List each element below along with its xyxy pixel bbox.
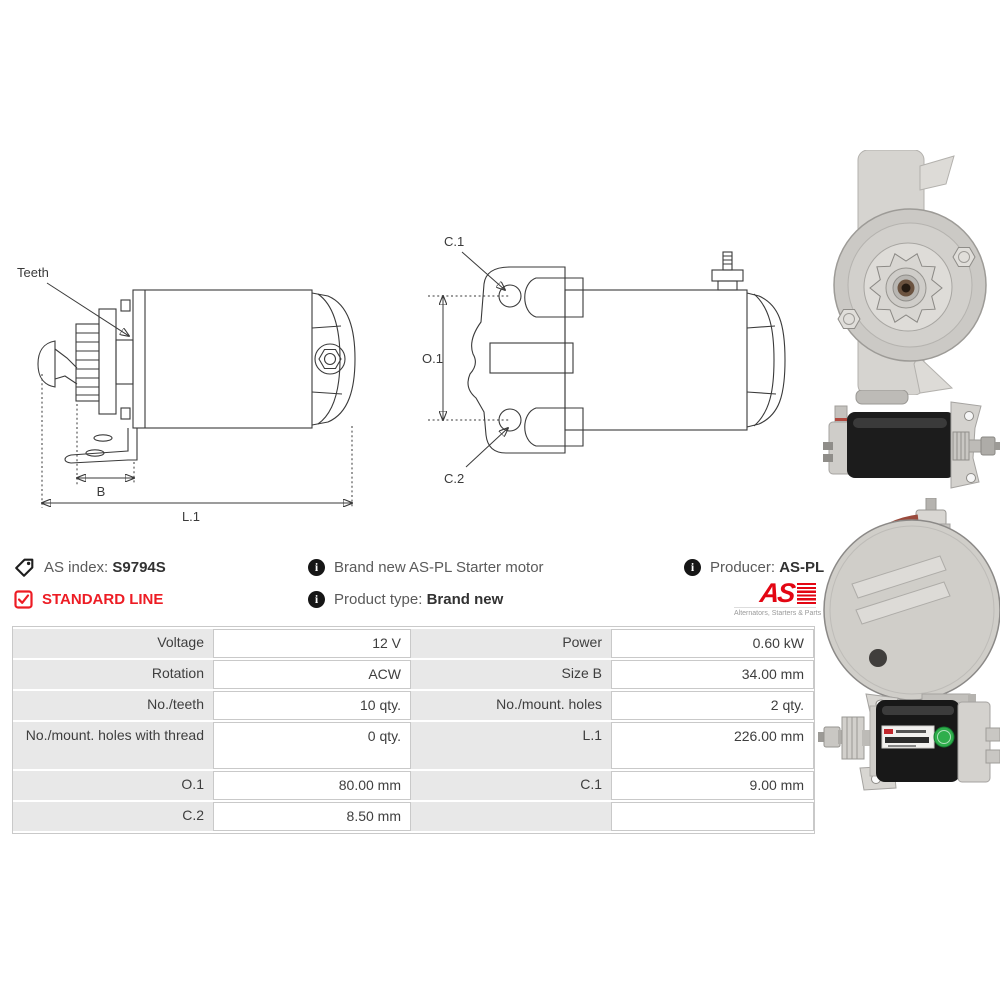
spec-value-cell — [611, 802, 814, 831]
spec-label-cell: L.1 — [411, 722, 611, 769]
spec-label-cell: No./mount. holes with thread — [13, 722, 213, 769]
description-row — [308, 556, 544, 578]
dim-b-label: B — [96, 484, 106, 499]
dim-c2-label: C.2 — [444, 471, 465, 486]
dim-o1-label: O.1 — [422, 351, 443, 366]
spec-value-cell: 80.00 mm — [213, 771, 411, 800]
spec-value-cell: 0 qty. — [213, 722, 411, 769]
spec-value-cell: 2 qty. — [611, 691, 814, 720]
spec-value-cell: 226.00 mm — [611, 722, 814, 769]
table-row — [13, 771, 814, 800]
spec-label-cell: Power — [411, 629, 611, 658]
standard-line-label: STANDARD LINE — [42, 590, 164, 608]
info-icon — [308, 559, 325, 576]
spec-label-cell: Rotation — [13, 660, 213, 689]
product-type-row — [308, 588, 503, 610]
spec-value-cell: 10 qty. — [213, 691, 411, 720]
as-index-value: S9794S — [112, 558, 166, 576]
spec-value-cell: 12 V — [213, 629, 411, 658]
table-row — [13, 691, 814, 720]
spec-label-cell: O.1 — [13, 771, 213, 800]
product-photo-side-black — [823, 390, 1000, 495]
product-description: Brand new AS-PL Starter motor — [334, 558, 544, 576]
spec-value-cell: 34.00 mm — [611, 660, 814, 689]
as-pl-logo-text: AS — [758, 578, 796, 608]
product-type-label: Product type: — [334, 590, 423, 608]
table-row — [13, 629, 814, 658]
spec-label-cell — [411, 802, 611, 831]
spec-label-cell: No./mount. holes — [411, 691, 611, 720]
side-view-drawing — [5, 246, 363, 536]
spec-value-cell: 0.60 kW — [611, 629, 814, 658]
product-photo-front-view — [828, 150, 1000, 395]
tag-icon — [14, 557, 35, 578]
spec-label-cell: Voltage — [13, 629, 213, 658]
product-photo-end-cap — [822, 498, 1000, 703]
table-row — [13, 660, 814, 689]
spec-label-cell: Size B — [411, 660, 611, 689]
spec-value-cell: 8.50 mm — [213, 802, 411, 831]
standard-line-row — [14, 588, 163, 610]
as-pl-logo-tagline: Alternators, Starters & Parts — [734, 607, 816, 617]
spec-label-cell: No./teeth — [13, 691, 213, 720]
dim-c1-label: C.1 — [444, 234, 465, 249]
teeth-label: Teeth — [17, 265, 49, 280]
as-index-row — [14, 556, 166, 578]
product-type-value: Brand new — [426, 590, 504, 608]
checkbox-checked-icon — [14, 590, 33, 609]
spec-label-cell: C.1 — [411, 771, 611, 800]
mounting-view-drawing — [418, 222, 790, 494]
as-index-label: AS index: — [44, 558, 109, 576]
producer-row — [684, 556, 824, 578]
table-row — [13, 802, 814, 831]
spec-label-cell: C.2 — [13, 802, 213, 831]
spec-table — [12, 626, 815, 834]
as-pl-logo-stripes-icon — [797, 583, 816, 604]
producer-label: Producer: — [710, 558, 776, 576]
as-pl-logo — [734, 578, 822, 617]
producer-value: AS-PL — [779, 558, 825, 576]
spec-value-cell: ACW — [213, 660, 411, 689]
info-icon — [308, 591, 325, 608]
table-row — [13, 722, 814, 769]
spec-value-cell: 9.00 mm — [611, 771, 814, 800]
dim-l1-label: L.1 — [181, 509, 201, 524]
product-photo-side-black-small — [818, 692, 1000, 792]
info-icon — [684, 559, 701, 576]
